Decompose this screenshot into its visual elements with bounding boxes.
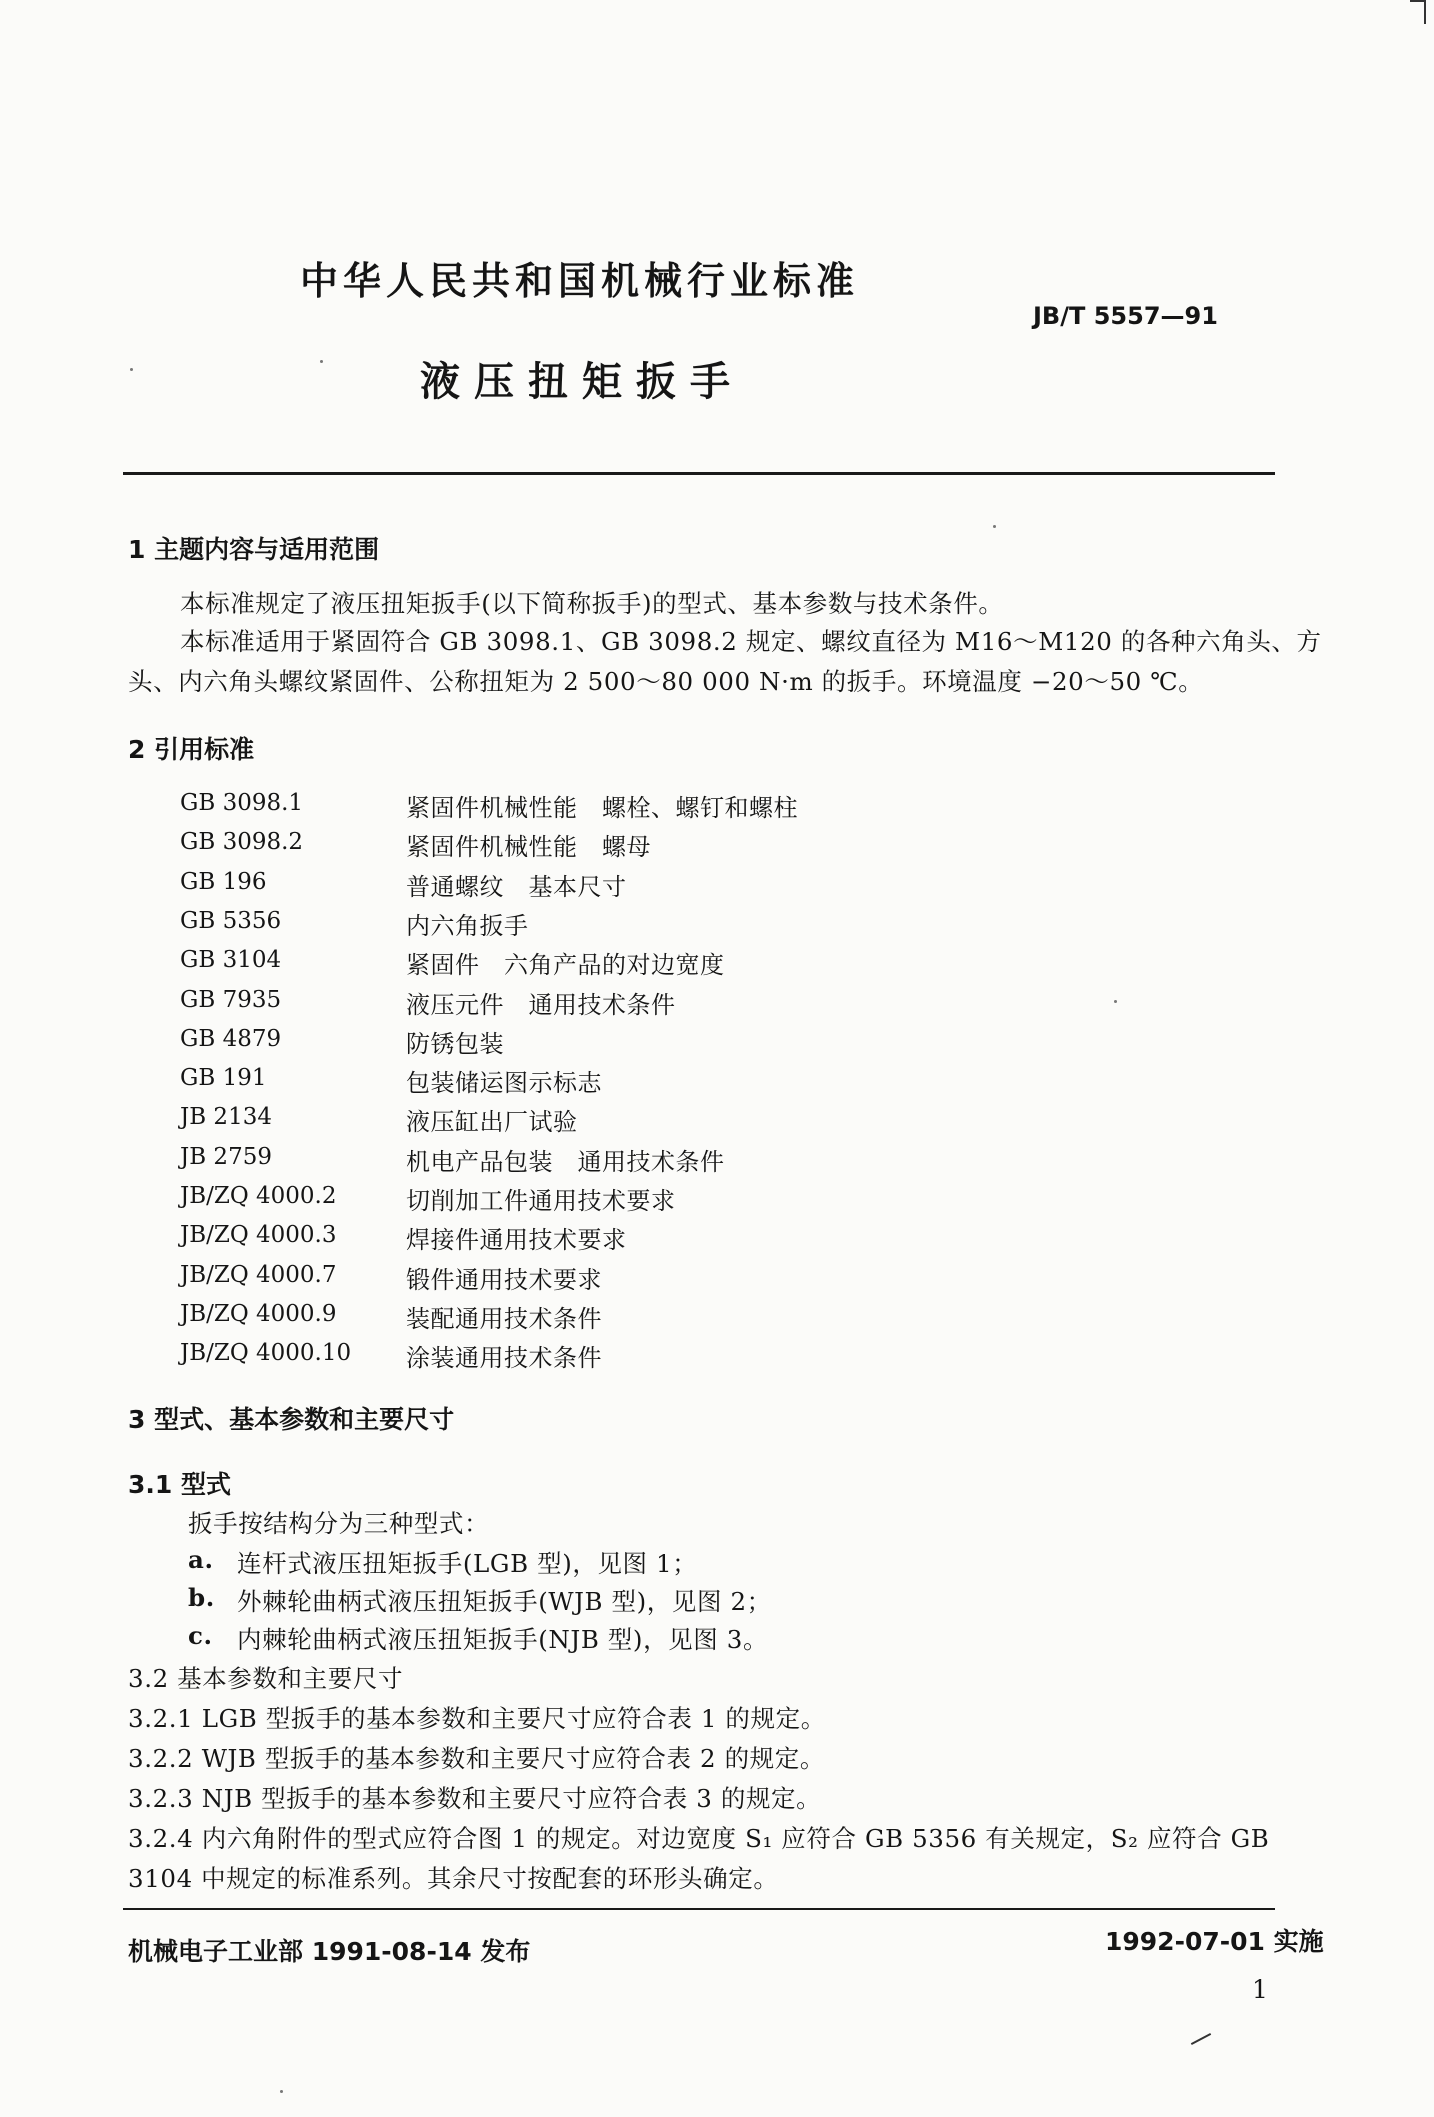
section-3-1-intro: 扳手按结构分为三种型式： bbox=[188, 1509, 490, 1538]
scan-speck bbox=[1114, 1000, 1117, 1003]
footer-rule bbox=[123, 1908, 1275, 1910]
reference-title: 锻件通用技术要求 bbox=[406, 1266, 602, 1294]
reference-code: GB 7935 bbox=[180, 987, 282, 1013]
section-3-2-4-line-2: 3104 中规定的标准系列。其余尺寸按配套的环形头确定。 bbox=[128, 1864, 779, 1893]
issuing-body-title: 中华人民共和国机械行业标准 bbox=[300, 259, 860, 303]
reference-code: GB 196 bbox=[180, 869, 267, 895]
scan-speck bbox=[993, 525, 996, 528]
reference-code: JB 2759 bbox=[180, 1144, 272, 1170]
reference-title: 紧固件 六角产品的对边宽度 bbox=[406, 951, 725, 979]
reference-title: 液压缸出厂试验 bbox=[406, 1108, 578, 1136]
reference-code: JB/ZQ 4000.7 bbox=[180, 1262, 337, 1288]
scan-corner-mark bbox=[1410, 0, 1426, 24]
scan-speck bbox=[320, 360, 323, 363]
reference-title: 装配通用技术条件 bbox=[406, 1305, 602, 1333]
reference-title: 机电产品包装 通用技术条件 bbox=[406, 1148, 725, 1176]
section-3-2-2: 3.2.2 WJB 型扳手的基本参数和主要尺寸应符合表 2 的规定。 bbox=[128, 1744, 825, 1773]
reference-code: GB 3098.1 bbox=[180, 790, 304, 816]
reference-code: JB/ZQ 4000.10 bbox=[180, 1340, 352, 1366]
list-item-label: a. bbox=[188, 1545, 214, 1574]
reference-code: JB/ZQ 4000.3 bbox=[180, 1222, 337, 1248]
reference-code: GB 4879 bbox=[180, 1026, 282, 1052]
list-item-text: 连杆式液压扭矩扳手(LGB 型)，见图 1； bbox=[237, 1549, 698, 1578]
list-item-text: 内棘轮曲柄式液压扭矩扳手(NJB 型)，见图 3。 bbox=[237, 1625, 769, 1654]
reference-code: JB/ZQ 4000.9 bbox=[180, 1301, 337, 1327]
page-number: 1 bbox=[1252, 1975, 1268, 2004]
section-3-2-4-line-1: 3.2.4 内六角附件的型式应符合图 1 的规定。对边宽度 S₁ 应符合 GB 5356 有关规定，S₂ 应符合 GB bbox=[128, 1824, 1270, 1853]
standard-number: JB/T 5557—91 bbox=[1033, 302, 1218, 330]
reference-title: 涂装通用技术条件 bbox=[406, 1344, 602, 1372]
reference-title: 紧固件机械性能 螺母 bbox=[406, 833, 651, 861]
section-3-2-1: 3.2.1 LGB 型扳手的基本参数和主要尺寸应符合表 1 的规定。 bbox=[128, 1704, 826, 1733]
reference-code: GB 191 bbox=[180, 1065, 267, 1091]
reference-title: 紧固件机械性能 螺栓、螺钉和螺柱 bbox=[406, 794, 798, 822]
section-1-para-2-line-1: 本标准适用于紧固符合 GB 3098.1、GB 3098.2 规定、螺纹直径为 M16～M120 的各种六角头、方 bbox=[180, 627, 1322, 656]
reference-title: 液压元件 通用技术条件 bbox=[406, 991, 676, 1019]
reference-title: 切削加工件通用技术要求 bbox=[406, 1187, 676, 1215]
scan-speck bbox=[280, 2090, 283, 2093]
section-3-2-heading: 3.2 基本参数和主要尺寸 bbox=[128, 1664, 404, 1693]
reference-code: GB 3104 bbox=[180, 947, 282, 973]
header-rule bbox=[123, 472, 1275, 475]
section-3-heading: 3 型式、基本参数和主要尺寸 bbox=[128, 1405, 455, 1434]
scan-speck bbox=[130, 368, 133, 371]
section-3-1-heading: 3.1 型式 bbox=[128, 1470, 231, 1499]
effective-date: 1992-07-01 实施 bbox=[1105, 1927, 1324, 1956]
document-title: 液压扭矩扳手 bbox=[420, 359, 744, 405]
reference-code: GB 3098.2 bbox=[180, 829, 304, 855]
section-3-2-3: 3.2.3 NJB 型扳手的基本参数和主要尺寸应符合表 3 的规定。 bbox=[128, 1784, 822, 1813]
section-2-heading: 2 引用标准 bbox=[128, 735, 255, 764]
reference-title: 内六角扳手 bbox=[406, 912, 529, 940]
pen-mark bbox=[1191, 2033, 1211, 2045]
reference-code: GB 5356 bbox=[180, 908, 282, 934]
issue-date: 机械电子工业部 1991-08-14 发布 bbox=[128, 1937, 531, 1966]
reference-code: JB 2134 bbox=[180, 1104, 272, 1130]
reference-title: 普通螺纹 基本尺寸 bbox=[406, 873, 627, 901]
section-1-heading: 1 主题内容与适用范围 bbox=[128, 535, 380, 564]
section-1-para-2-line-2: 头、内六角头螺纹紧固件、公称扭矩为 2 500～80 000 N·m 的扳手。环境温度 −20～50 ℃。 bbox=[128, 667, 1204, 696]
reference-title: 焊接件通用技术要求 bbox=[406, 1226, 627, 1254]
list-item-label: b. bbox=[188, 1583, 215, 1612]
reference-code: JB/ZQ 4000.2 bbox=[180, 1183, 337, 1209]
list-item-text: 外棘轮曲柄式液压扭矩扳手(WJB 型)，见图 2； bbox=[237, 1587, 772, 1616]
list-item-label: c. bbox=[188, 1621, 213, 1650]
reference-title: 包装储运图示标志 bbox=[406, 1069, 602, 1097]
section-1-para-1: 本标准规定了液压扭矩扳手(以下简称扳手)的型式、基本参数与技术条件。 bbox=[180, 589, 1004, 618]
reference-title: 防锈包装 bbox=[406, 1030, 504, 1058]
